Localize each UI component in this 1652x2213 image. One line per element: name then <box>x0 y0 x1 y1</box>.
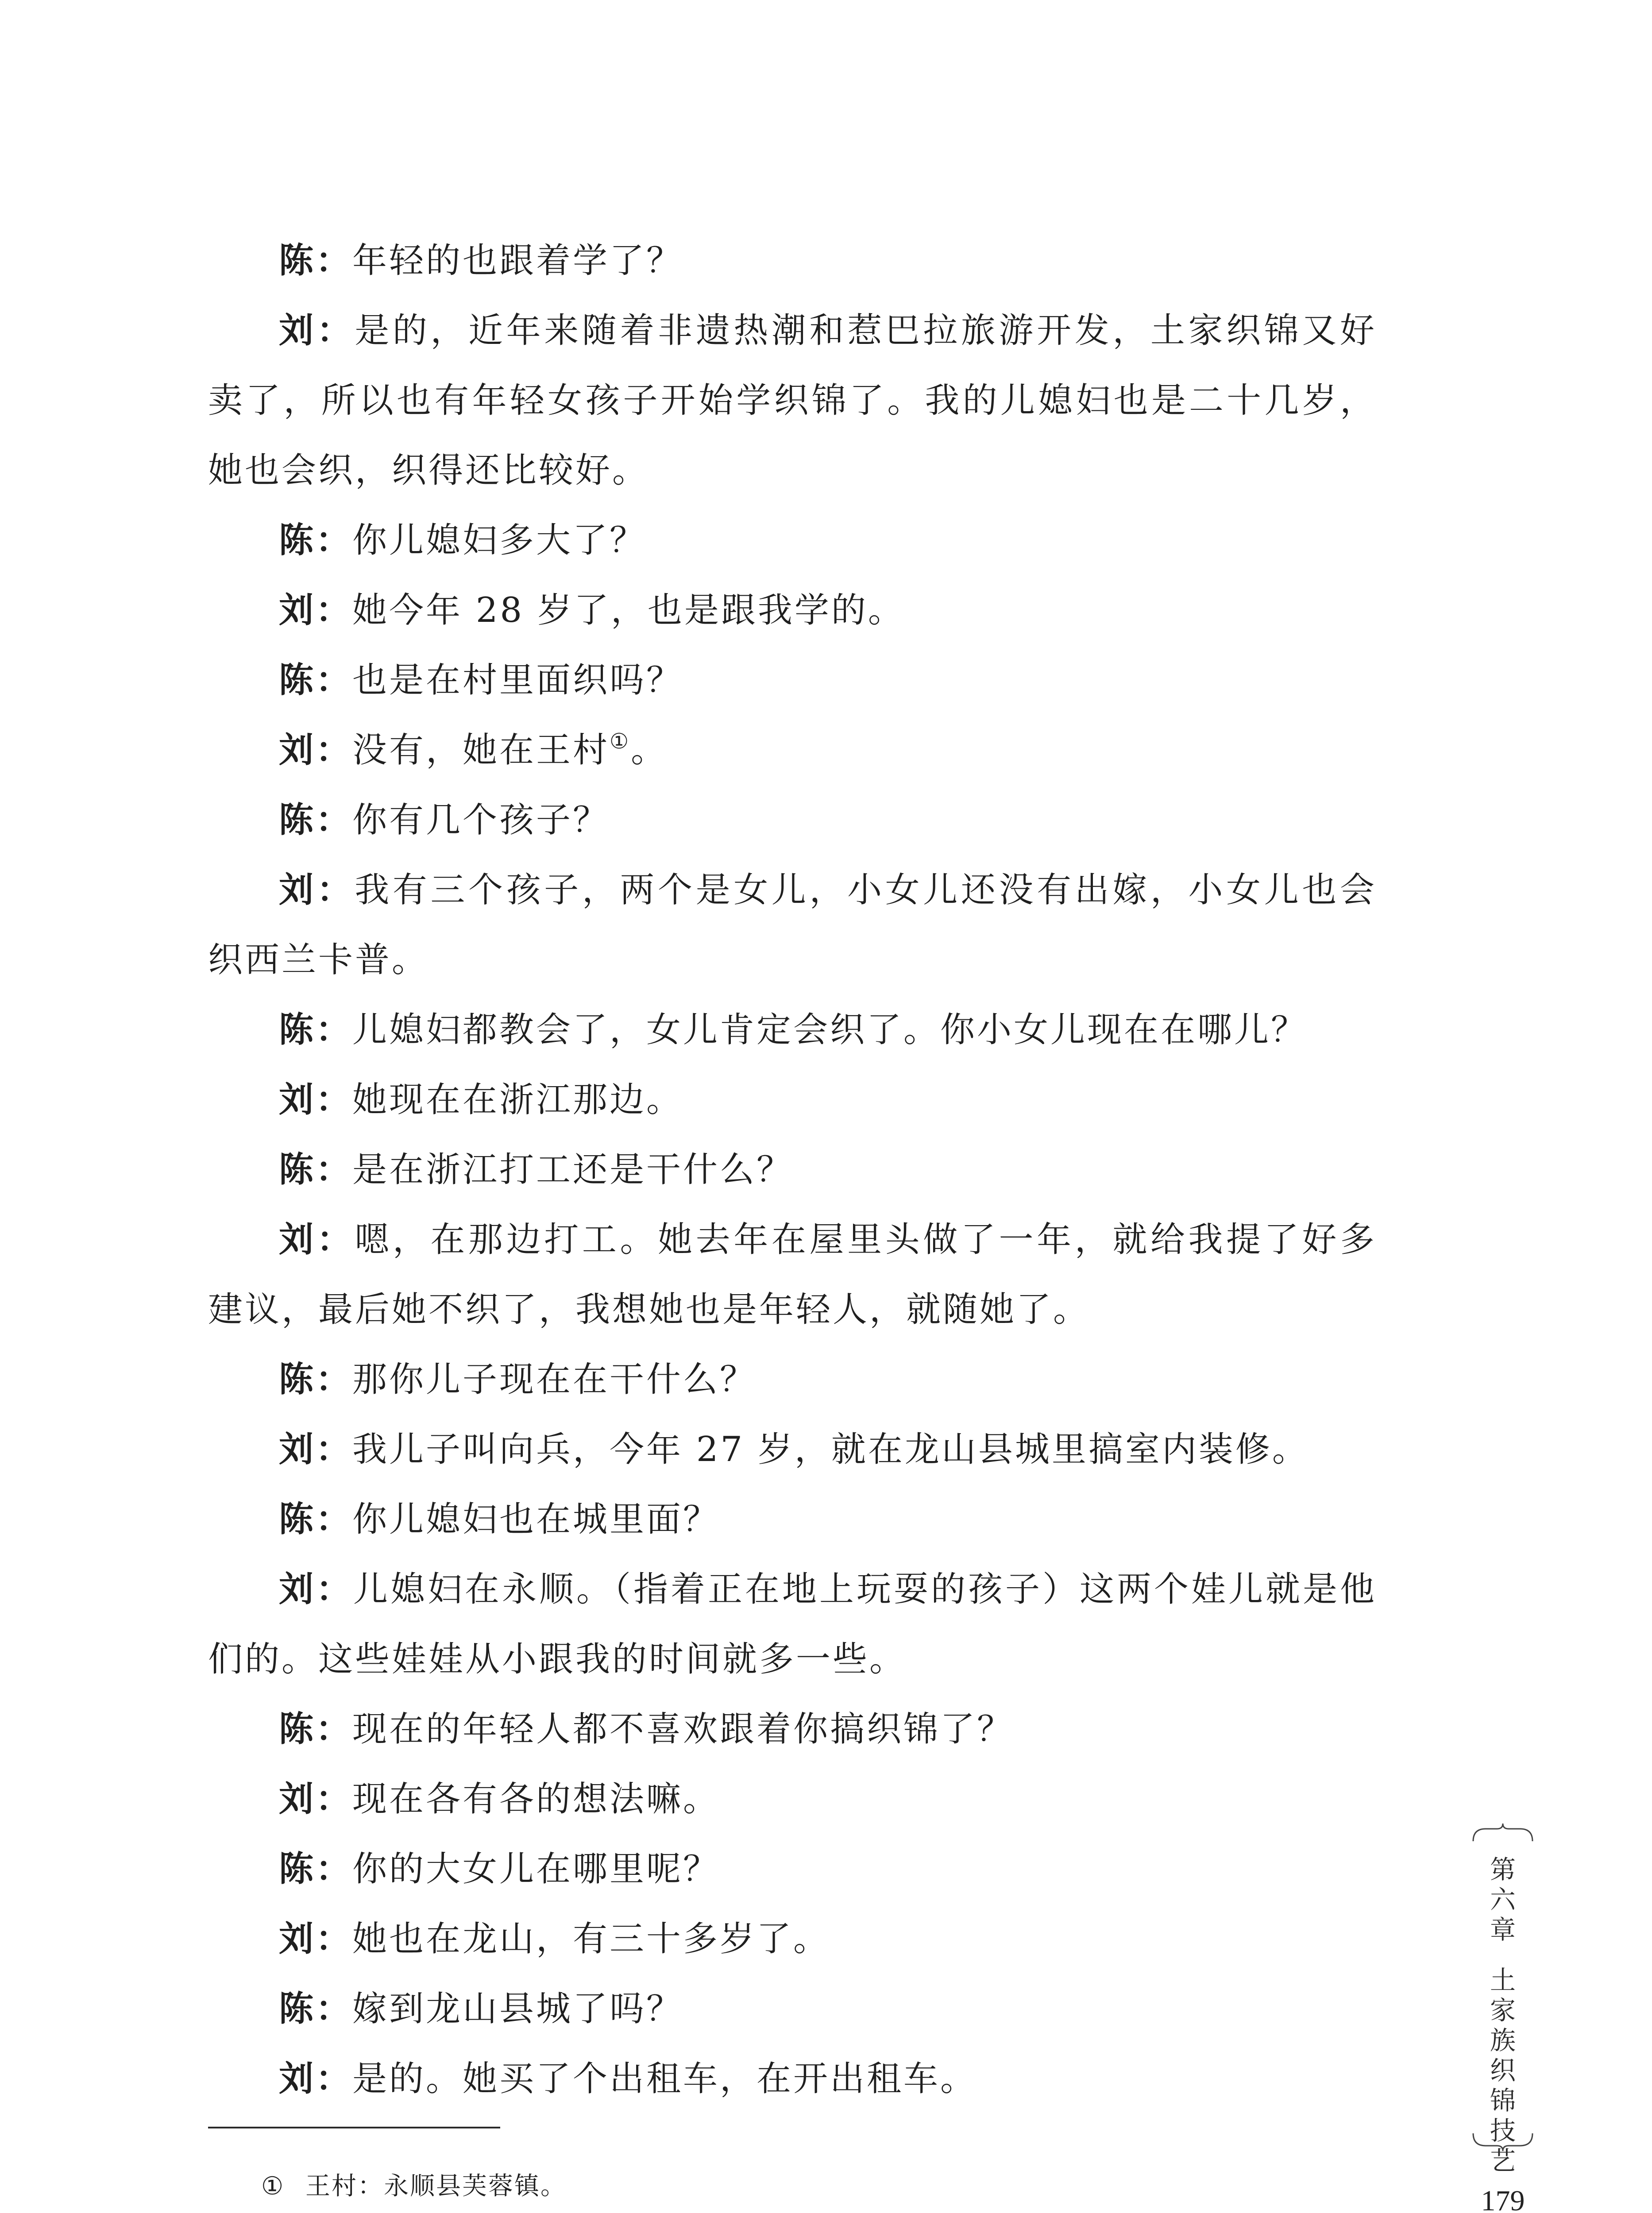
line-text: 你儿媳妇也在城里面？ <box>352 1500 720 1539</box>
dialogue-line <box>208 296 1377 505</box>
speaker-label: 刘 <box>279 1429 316 1469</box>
dialogue-line <box>208 1205 1377 1345</box>
speaker-label: 陈 <box>279 1989 316 2029</box>
line-text: 现在各有各的想法嘛。 <box>352 1779 720 1819</box>
dialogue-line <box>208 855 1377 995</box>
colon: ： <box>316 800 353 840</box>
speaker-label: 陈 <box>279 660 316 700</box>
colon: ： <box>316 1779 353 1819</box>
title-char: 艺 <box>1490 2146 1516 2176</box>
dialogue-line <box>208 1415 1377 1484</box>
dialogue-line <box>208 995 1377 1065</box>
dialogue-line <box>208 1345 1377 1415</box>
line-text: 嫁到龙山县城了吗？ <box>352 1989 683 2029</box>
dialogue-line <box>208 226 1377 296</box>
colon: ： <box>317 870 355 910</box>
dialogue-line <box>208 1694 1377 1764</box>
line-text: 嗯，在那边打工。她去年在屋里头做了一年，就给我提了好多建议，最后她不织了，我想她也是年轻人，就随她了。 <box>208 1220 1377 1330</box>
title-char: 锦 <box>1490 2086 1516 2116</box>
title-char: 织 <box>1490 2055 1516 2086</box>
colon: ： <box>316 1359 353 1400</box>
speaker-label: 刘 <box>279 730 316 770</box>
dialogue-line <box>208 1135 1377 1205</box>
colon: ： <box>316 660 353 700</box>
chapter-char: 章 <box>1490 1915 1516 1945</box>
dialogue-line <box>208 1834 1377 1904</box>
colon: ： <box>316 1989 353 2029</box>
speaker-label: 刘 <box>279 1919 316 1959</box>
colon: ： <box>316 1429 353 1469</box>
dialogue-line <box>208 1065 1377 1135</box>
colon: ： <box>316 1919 353 1959</box>
line-text: 你的大女儿在哪里呢？ <box>352 1849 720 1889</box>
speaker-label: 陈 <box>279 1709 316 1749</box>
colon: ： <box>316 1709 353 1749</box>
speaker-label: 陈 <box>279 1010 316 1050</box>
speaker-label: 陈 <box>279 1499 316 1539</box>
colon: ： <box>317 1219 355 1260</box>
line-text: 年轻的也跟着学了？ <box>352 241 683 281</box>
dialogue-line <box>208 1484 1377 1554</box>
dialogue-line <box>208 645 1377 715</box>
line-text: 是的，近年来随着非遗热潮和惹巴拉旅游开发，土家织锦又好卖了，所以也有年轻女孩子开始学织锦了。我的儿媳妇也是二十几岁，她也会织，织得还比较好。 <box>208 311 1377 490</box>
speaker-label: 刘 <box>279 1569 316 1609</box>
dialogue-line <box>208 2044 1377 2114</box>
speaker-label: 陈 <box>279 1849 316 1889</box>
dialogue-line <box>208 1554 1377 1694</box>
line-text: 我儿子叫向兵，今年 27 岁，就在龙山县城里搞室内装修。 <box>352 1430 1309 1469</box>
line-text: 你有几个孩子？ <box>352 800 610 840</box>
speaker-label: 刘 <box>279 590 316 630</box>
dialogue-body <box>208 226 1377 2114</box>
speaker-label: 刘 <box>279 1219 317 1260</box>
footnote-mark: ① <box>261 2172 285 2201</box>
colon: ： <box>316 1569 353 1609</box>
speaker-label: 刘 <box>279 310 317 351</box>
dialogue-line <box>208 1764 1377 1834</box>
colon: ： <box>316 1080 353 1120</box>
line-text: 她现在在浙江那边。 <box>352 1080 683 1120</box>
colon: ： <box>316 240 353 281</box>
speaker-label: 陈 <box>279 1149 316 1190</box>
colon: ： <box>316 520 353 560</box>
line-text: 她也在龙山，有三十多岁了。 <box>352 1919 830 1959</box>
colon: ： <box>316 730 353 770</box>
dialogue-line <box>208 1904 1377 1974</box>
speaker-label: 刘 <box>279 2059 316 2099</box>
line-text: 我有三个孩子，两个是女儿，小女儿还没有出嫁，小女儿也会织西兰卡普。 <box>208 870 1377 980</box>
colon: ： <box>316 1010 353 1050</box>
title-char: 土 <box>1490 1965 1516 1995</box>
dialogue-line <box>208 505 1377 575</box>
title-char: 家 <box>1490 1995 1516 2025</box>
speaker-label: 陈 <box>279 520 316 560</box>
chapter-char: 六 <box>1490 1885 1516 1915</box>
line-text: 儿媳妇在永顺。（指着正在地上玩耍的孩子）这两个娃儿就是他们的。这些娃娃从小跟我的时间就多一些。 <box>208 1569 1377 1679</box>
colon: ： <box>316 2059 353 2099</box>
line-text: 是在浙江打工还是干什么？ <box>352 1150 794 1190</box>
line-text: 那你儿子现在在干什么？ <box>352 1360 757 1400</box>
dialogue-line <box>208 715 1377 785</box>
line-text: 是的。她买了个出租车，在开出租车。 <box>352 2059 977 2099</box>
title-char: 技 <box>1490 2116 1516 2146</box>
colon: ： <box>316 1149 353 1190</box>
footnote <box>261 2169 567 2204</box>
speaker-label: 刘 <box>279 870 317 910</box>
colon: ： <box>317 310 355 351</box>
chapter-label <box>1470 1854 1536 2176</box>
colon: ： <box>316 590 353 630</box>
footnote-divider <box>208 2127 500 2128</box>
speaker-label: 陈 <box>279 800 316 840</box>
line-text: 她今年 28 岁了，也是跟我学的。 <box>352 590 905 630</box>
line-text-end: 。 <box>631 730 668 770</box>
speaker-label: 刘 <box>279 1080 316 1120</box>
dialogue-line <box>208 575 1377 645</box>
line-text: 也是在村里面织吗？ <box>352 660 683 700</box>
colon: ： <box>316 1849 353 1889</box>
line-text: 现在的年轻人都不喜欢跟着你搞织锦了？ <box>352 1709 1014 1749</box>
footnote-reference[interactable]: ① <box>610 729 631 754</box>
footnote-text: 王村：永顺县芙蓉镇。 <box>305 2172 567 2201</box>
page-number: 179 <box>1481 2185 1525 2213</box>
chapter-char: 第 <box>1490 1854 1516 1885</box>
speaker-label: 陈 <box>279 240 316 281</box>
speaker-label: 陈 <box>279 1359 316 1400</box>
chapter-side-tab <box>1470 1824 1536 2176</box>
line-text: 你儿媳妇多大了？ <box>352 520 647 560</box>
dialogue-line <box>208 785 1377 855</box>
title-char: 族 <box>1490 2025 1516 2055</box>
line-text: 没有，她在王村 <box>352 730 610 770</box>
speaker-label: 刘 <box>279 1779 316 1819</box>
dialogue-line <box>208 1974 1377 2044</box>
colon: ： <box>316 1499 353 1539</box>
line-text: 儿媳妇都教会了，女儿肯定会织了。你小女儿现在在哪儿？ <box>352 1010 1308 1050</box>
